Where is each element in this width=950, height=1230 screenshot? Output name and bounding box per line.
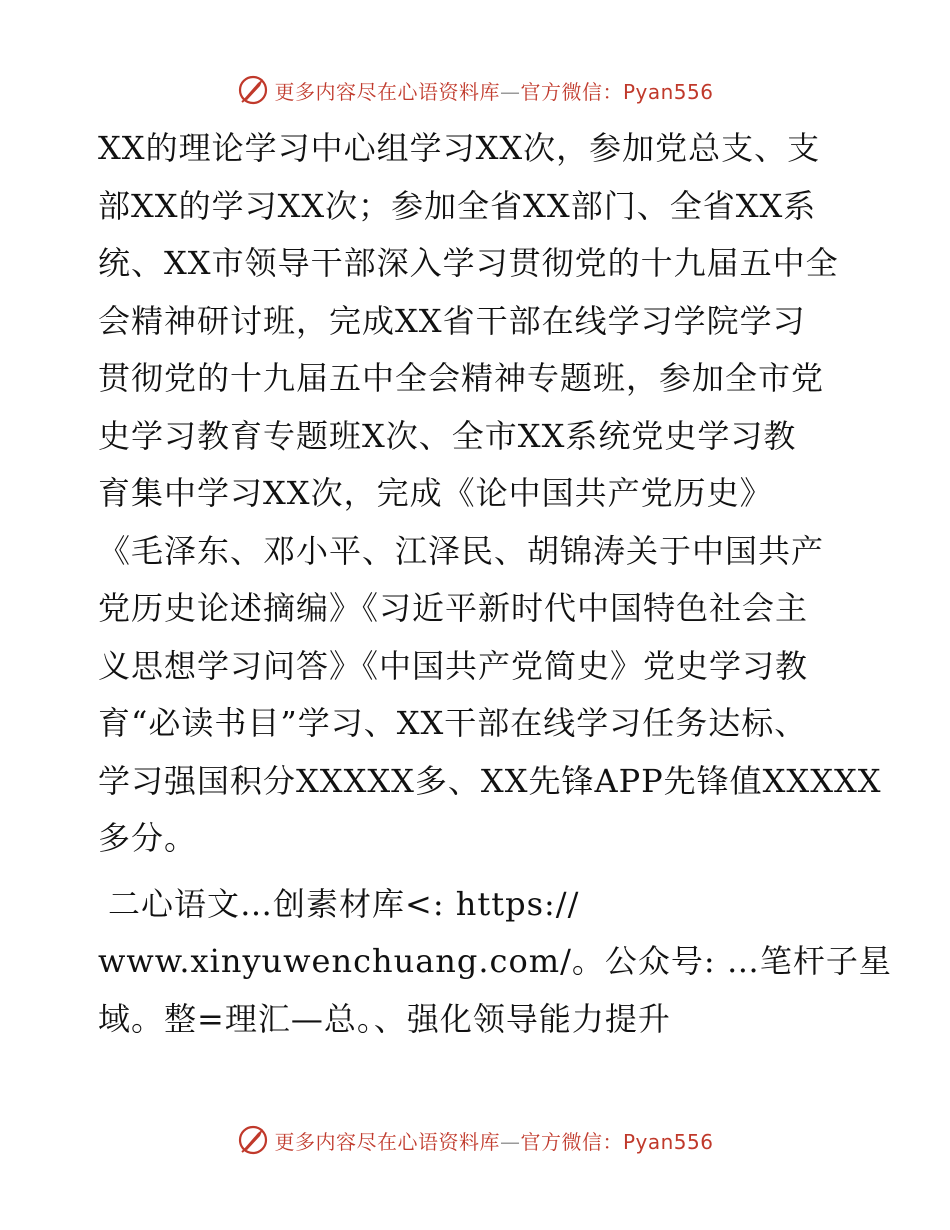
text-line: 会精神研讨班，完成XX省干部在线学习学院学习 — [98, 301, 806, 340]
text-line: 育“必读书目”学习、XX干部在线学习任务达标、 — [98, 704, 808, 742]
header-banner — [0, 68, 950, 112]
text-line: 多分。 — [98, 819, 198, 857]
text-line: XX的理论学习中心组学习XX次，参加党总支、支 — [98, 129, 821, 167]
text-line: 贯彻党的十九届五中全会精神专题班，参加全市党 — [98, 359, 825, 397]
text-line: 部XX的学习XX次；参加全省XX部门、全省XX系 — [98, 186, 817, 225]
text-line: www.xinyuwenchuang.com/。公众号: …笔杆子星 — [98, 942, 892, 980]
text-line: 域。整=理汇—总。、强化领导能力提升 — [98, 999, 671, 1038]
text-line: 统、XX市领导干部深入学习贯彻党的十九届五中全 — [98, 244, 839, 282]
footer-banner — [0, 1118, 950, 1162]
paragraph-1 — [98, 120, 882, 868]
document-body — [98, 120, 892, 1048]
text-line: 义思想学习问答》《中国共产党简史》党史学习教 — [98, 646, 809, 685]
paragraph-2 — [98, 876, 892, 1049]
footer-banner-text — [274, 1126, 713, 1155]
header-banner-text — [274, 76, 713, 105]
header-banner-main: 更多内容尽在心语资料库 — [274, 79, 500, 104]
text-line: 育集中学习XX次，完成《论中国共产党历史》 — [98, 474, 773, 512]
quill-logo-icon — [236, 73, 270, 107]
text-line: 党历史论述摘编》《习近平新时代中国特色社会主 — [98, 589, 809, 627]
text-line: 学习强国积分XXXXX多、XX先锋APP先锋值XXXXX — [98, 761, 882, 800]
footer-banner-dash: — — [499, 1129, 521, 1154]
footer-banner-contact: 官方微信：Pyan556 — [520, 1129, 714, 1154]
quill-logo-icon — [236, 1123, 270, 1157]
text-line: 《毛泽东、邓小平、江泽民、胡锦涛关于中国共产 — [98, 531, 825, 570]
footer-banner-main: 更多内容尽在心语资料库 — [274, 1129, 500, 1154]
header-banner-dash: — — [499, 79, 521, 104]
header-banner-contact: 官方微信：Pyan556 — [520, 79, 714, 104]
text-line: 二心语文…创素材库<: https:// — [108, 884, 580, 923]
paragraph-gap — [98, 868, 868, 876]
text-line: 史学习教育专题班X次、全市XX系统党史学习教 — [98, 416, 797, 455]
